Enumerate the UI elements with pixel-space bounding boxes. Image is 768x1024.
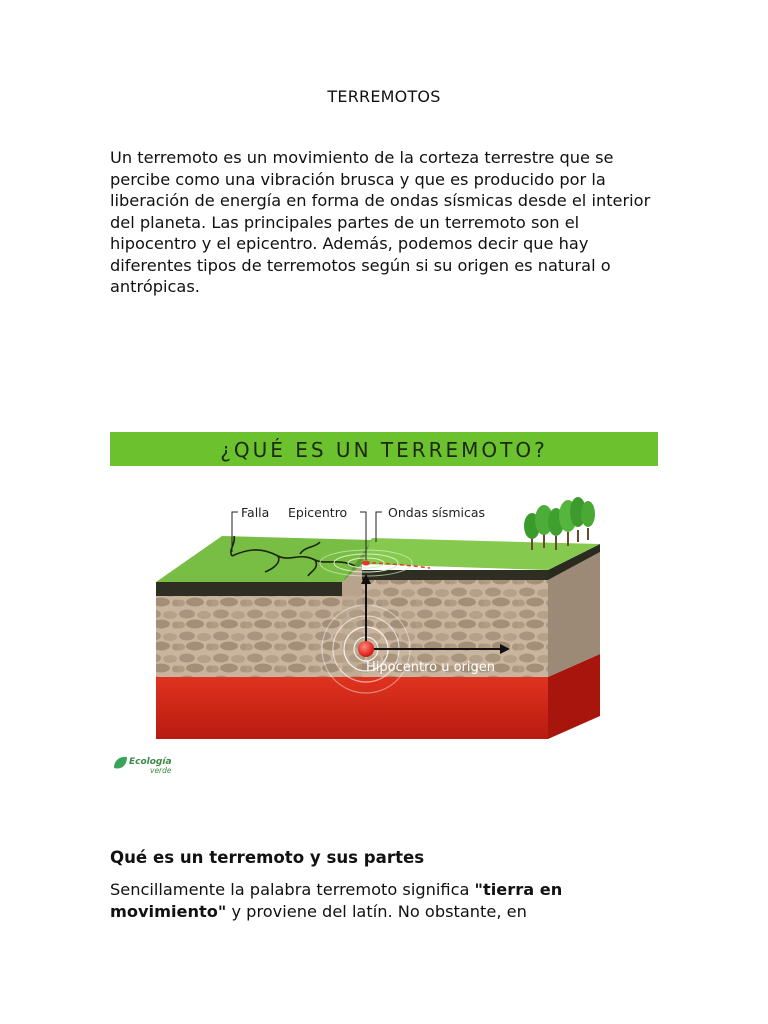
trees xyxy=(524,497,595,550)
left-dark-layer xyxy=(156,582,342,596)
section-body xyxy=(110,879,658,923)
logo-line1: Ecología xyxy=(129,757,172,767)
magma-layer xyxy=(156,677,548,739)
label-epicentro: Epicentro xyxy=(288,505,348,520)
ecologia-verde-logo xyxy=(114,757,172,775)
section-heading: Qué es un terremoto y sus partes xyxy=(110,848,425,867)
label-ondas: Ondas sísmicas xyxy=(388,505,486,520)
intro-paragraph: Un terremoto es un movimiento de la corteza terrestre que se percibe como una vibración brusca y que es producido por la liberación de energía en forma de ondas sísmicas desde el interior del planeta. Las principales partes de un terremoto son el hipocentro y el epicentro. Además, podemos decir que hay diferentes tipos de terremotos según si su origen es natural o antrópicas. xyxy=(110,148,651,296)
leaf-icon xyxy=(114,757,127,769)
left-grass xyxy=(156,536,372,582)
logo-line2: verde xyxy=(150,766,172,775)
right-dark-layer xyxy=(362,570,548,580)
hipocentro-dot xyxy=(358,641,374,657)
section-body-bold: "tierra en movimiento" xyxy=(110,880,563,921)
epicentro-dot xyxy=(362,561,370,566)
section-body-part1: Sencillamente la palabra terremoto significa xyxy=(110,880,475,899)
left-rock-layer xyxy=(156,596,342,677)
banner-title: ¿QUÉ ES UN TERREMOTO? xyxy=(220,438,548,462)
label-falla: Falla xyxy=(241,505,270,520)
page-title: TERREMOTOS xyxy=(327,87,441,106)
earthquake-diagram xyxy=(110,432,658,784)
label-hipocentro: Hipocentro u origen xyxy=(366,660,495,675)
section-body-part2: y proviene del latín. No obstante, en xyxy=(226,902,527,921)
